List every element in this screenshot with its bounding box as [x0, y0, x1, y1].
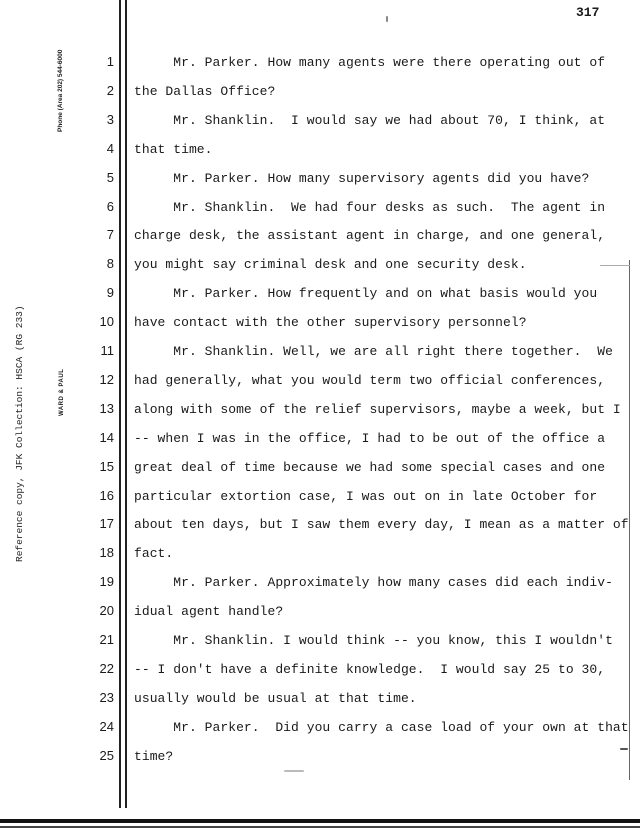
line-text: usually would be usual at that time. [134, 690, 417, 706]
transcript-line [0, 314, 640, 342]
transcript-line [0, 285, 640, 313]
transcript-line [0, 603, 640, 631]
line-number: 8 [106, 256, 114, 272]
line-number: 24 [99, 718, 114, 734]
transcript-line [0, 545, 640, 573]
line-text: time? [134, 748, 174, 764]
transcript-line [0, 430, 640, 458]
line-text: Mr. Shanklin. We had four desks as such. The agent in [134, 199, 606, 215]
line-number: 23 [99, 689, 114, 705]
line-text: had generally, what you would term two official conferences, [134, 372, 606, 388]
line-number: 2 [106, 82, 114, 98]
line-number: 18 [99, 545, 114, 561]
line-text: idual agent handle? [134, 604, 284, 620]
line-number: 25 [99, 747, 114, 763]
line-text: Mr. Parker. How frequently and on what basis would you [134, 286, 598, 302]
line-number: 10 [99, 314, 114, 330]
transcript-line [0, 748, 640, 776]
line-text: Mr. Parker. How many supervisory agents did you have? [134, 170, 590, 186]
line-text: along with some of the relief supervisors, maybe a week, but I [134, 401, 621, 417]
line-number: 9 [106, 285, 114, 301]
bottom-rule [0, 819, 640, 823]
transcript-line [0, 401, 640, 429]
line-text: the Dallas Office? [134, 83, 276, 99]
line-number: 6 [106, 198, 114, 214]
line-number: 4 [106, 140, 114, 156]
transcript-line [0, 199, 640, 227]
scan-speck [620, 748, 628, 750]
transcript-line [0, 488, 640, 516]
page-number: 317 [576, 5, 600, 20]
line-number: 17 [99, 516, 114, 532]
line-number: 5 [106, 169, 114, 185]
line-number: 7 [106, 227, 114, 243]
line-text: Mr. Shanklin. I would say we had about 70, I think, at [134, 112, 606, 128]
line-text: charge desk, the assistant agent in charge, and one general, [134, 228, 606, 244]
transcript-line [0, 632, 640, 660]
scan-speck [386, 16, 388, 22]
line-text: about ten days, but I saw them every day, I mean as a matter of [134, 517, 629, 533]
transcript-line [0, 170, 640, 198]
line-number: 16 [99, 487, 114, 503]
line-text: Mr. Shanklin. I would think -- you know, this I wouldn't [134, 633, 613, 648]
transcript-line [0, 54, 640, 82]
transcript-line [0, 256, 640, 284]
line-number: 19 [99, 574, 114, 590]
transcript-line [0, 141, 640, 169]
line-text: have contact with the other supervisory personnel? [134, 315, 527, 331]
line-number: 14 [99, 429, 114, 445]
line-text: Mr. Shanklin. Well, we are all right there together. We [134, 344, 613, 359]
line-text: -- when I was in the office, I had to be out of the office a [134, 430, 606, 446]
line-number: 12 [99, 371, 114, 387]
line-text: that time. [134, 141, 213, 157]
line-text: Mr. Parker. How many agents were there operating out of [134, 55, 606, 70]
transcript-line [0, 227, 640, 255]
transcript-line [0, 372, 640, 400]
line-text: particular extortion case, I was out on in late October for [134, 488, 598, 504]
transcript-line [0, 661, 640, 689]
transcript-line [0, 516, 640, 544]
line-number: 22 [99, 660, 114, 676]
line-number: 3 [106, 111, 114, 127]
line-number: 15 [99, 458, 114, 474]
transcript-line [0, 112, 640, 140]
line-text: fact. [134, 546, 174, 562]
transcript-line [0, 83, 640, 111]
transcript-line [0, 719, 640, 747]
line-number: 1 [106, 54, 114, 69]
line-text: you might say criminal desk and one security desk. [134, 257, 527, 273]
line-number: 11 [100, 343, 114, 358]
margin-phone-number: Phone (Area 202) 544-6000 [57, 49, 64, 132]
line-text: Mr. Parker. Did you carry a case load of your own at that [134, 719, 629, 735]
margin-reference-stamp: Reference copy, JFK Collection: HSCA (RG 233) [14, 305, 25, 562]
scan-speck [284, 770, 304, 772]
transcript-line [0, 343, 640, 371]
transcript-line [0, 690, 640, 718]
transcript-line [0, 574, 640, 602]
line-text: great deal of time because we had some special cases and one [134, 459, 606, 475]
line-text: Mr. Parker. Approximately how many cases did each indiv- [134, 575, 613, 591]
line-number: 13 [99, 400, 114, 416]
line-text: -- I don't have a definite knowledge. I would say 25 to 30, [134, 661, 606, 677]
line-number: 21 [99, 632, 114, 647]
scan-speck [600, 265, 630, 266]
transcript-line [0, 459, 640, 487]
line-number: 20 [99, 603, 114, 619]
margin-firm-name: WARD & PAUL [59, 368, 65, 416]
